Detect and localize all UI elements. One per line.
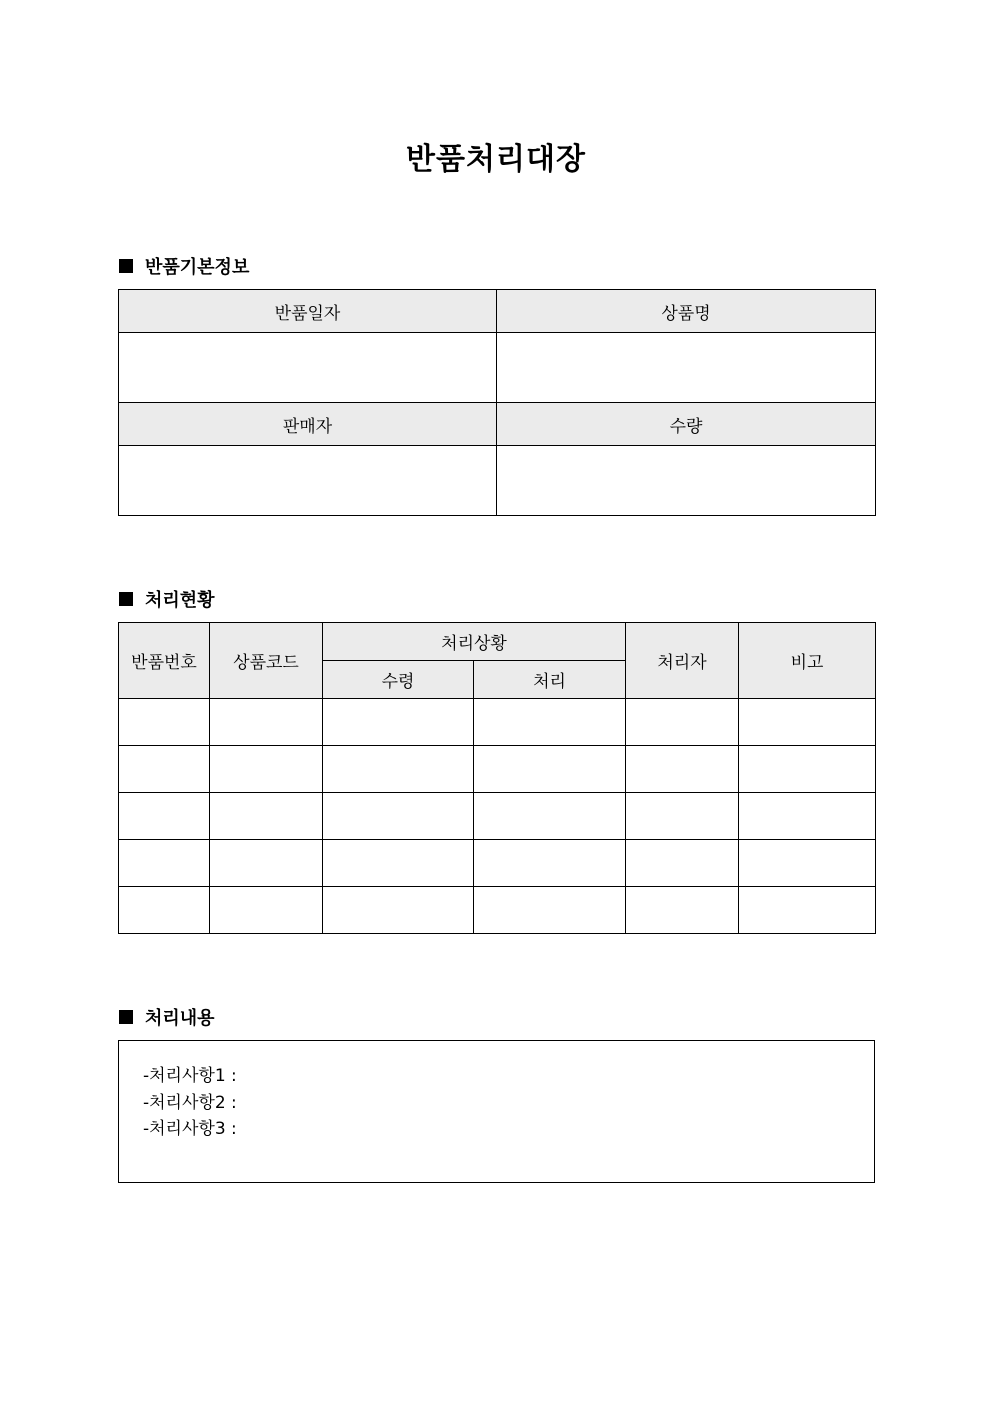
page-title: 반품처리대장: [406, 142, 586, 177]
table-cell[interactable]: [119, 840, 210, 887]
content-box[interactable]: [118, 1040, 875, 1183]
table-cell[interactable]: [739, 887, 876, 934]
field-label-quantity: 수량: [497, 403, 876, 446]
table-row: [119, 793, 876, 840]
table-cell[interactable]: [210, 793, 323, 840]
content-line: -처리사항2 :: [143, 1093, 237, 1113]
field-value-quantity[interactable]: [497, 446, 876, 516]
field-value-seller[interactable]: [119, 446, 497, 516]
square-bullet-icon: [119, 592, 133, 606]
table-cell[interactable]: [119, 746, 210, 793]
table-cell[interactable]: [739, 793, 876, 840]
table-cell[interactable]: [474, 746, 626, 793]
column-header-process-status: 처리상황: [323, 623, 626, 661]
column-header-return-no: 반품번호: [119, 623, 210, 699]
section-title: 처리내용: [145, 1008, 215, 1029]
table-cell[interactable]: [119, 699, 210, 746]
table-cell[interactable]: [323, 793, 474, 840]
table-cell[interactable]: [739, 699, 876, 746]
column-header-processed: 처리: [474, 661, 626, 699]
section-heading-basic-info: [119, 253, 249, 279]
table-row: [119, 699, 876, 746]
table-cell[interactable]: [626, 887, 739, 934]
section-title: 반품기본정보: [145, 257, 250, 278]
square-bullet-icon: [119, 259, 133, 273]
column-header-received: 수령: [323, 661, 474, 699]
table-cell[interactable]: [626, 793, 739, 840]
square-bullet-icon: [119, 1010, 133, 1024]
table-cell[interactable]: [474, 840, 626, 887]
field-label-product-name: 상품명: [497, 290, 876, 333]
column-header-handler: 처리자: [626, 623, 739, 699]
table-cell[interactable]: [210, 699, 323, 746]
table-cell[interactable]: [323, 887, 474, 934]
status-table: [118, 622, 876, 934]
field-value-product-name[interactable]: [497, 333, 876, 403]
table-cell[interactable]: [119, 887, 210, 934]
table-row: [119, 746, 876, 793]
table-cell[interactable]: [626, 840, 739, 887]
table-cell[interactable]: [323, 746, 474, 793]
table-cell[interactable]: [474, 699, 626, 746]
field-value-return-date[interactable]: [119, 333, 497, 403]
table-cell[interactable]: [626, 699, 739, 746]
table-cell[interactable]: [210, 887, 323, 934]
table-row: [119, 887, 876, 934]
table-cell[interactable]: [210, 840, 323, 887]
section-title: 처리현황: [145, 590, 215, 611]
section-heading-status: [119, 586, 215, 612]
table-cell[interactable]: [323, 699, 474, 746]
table-cell[interactable]: [210, 746, 323, 793]
table-cell[interactable]: [474, 793, 626, 840]
table-row: [119, 840, 876, 887]
field-label-seller: 판매자: [119, 403, 497, 446]
table-cell[interactable]: [626, 746, 739, 793]
field-label-return-date: 반품일자: [119, 290, 497, 333]
table-cell[interactable]: [739, 746, 876, 793]
table-cell[interactable]: [323, 840, 474, 887]
content-line: -처리사항1 :: [143, 1066, 237, 1086]
section-heading-content: [119, 1004, 215, 1030]
content-line: -처리사항3 :: [143, 1119, 237, 1139]
table-cell[interactable]: [474, 887, 626, 934]
basic-info-table: [118, 289, 876, 516]
column-header-product-code: 상품코드: [210, 623, 323, 699]
column-header-remarks: 비고: [739, 623, 876, 699]
table-cell[interactable]: [119, 793, 210, 840]
table-cell[interactable]: [739, 840, 876, 887]
